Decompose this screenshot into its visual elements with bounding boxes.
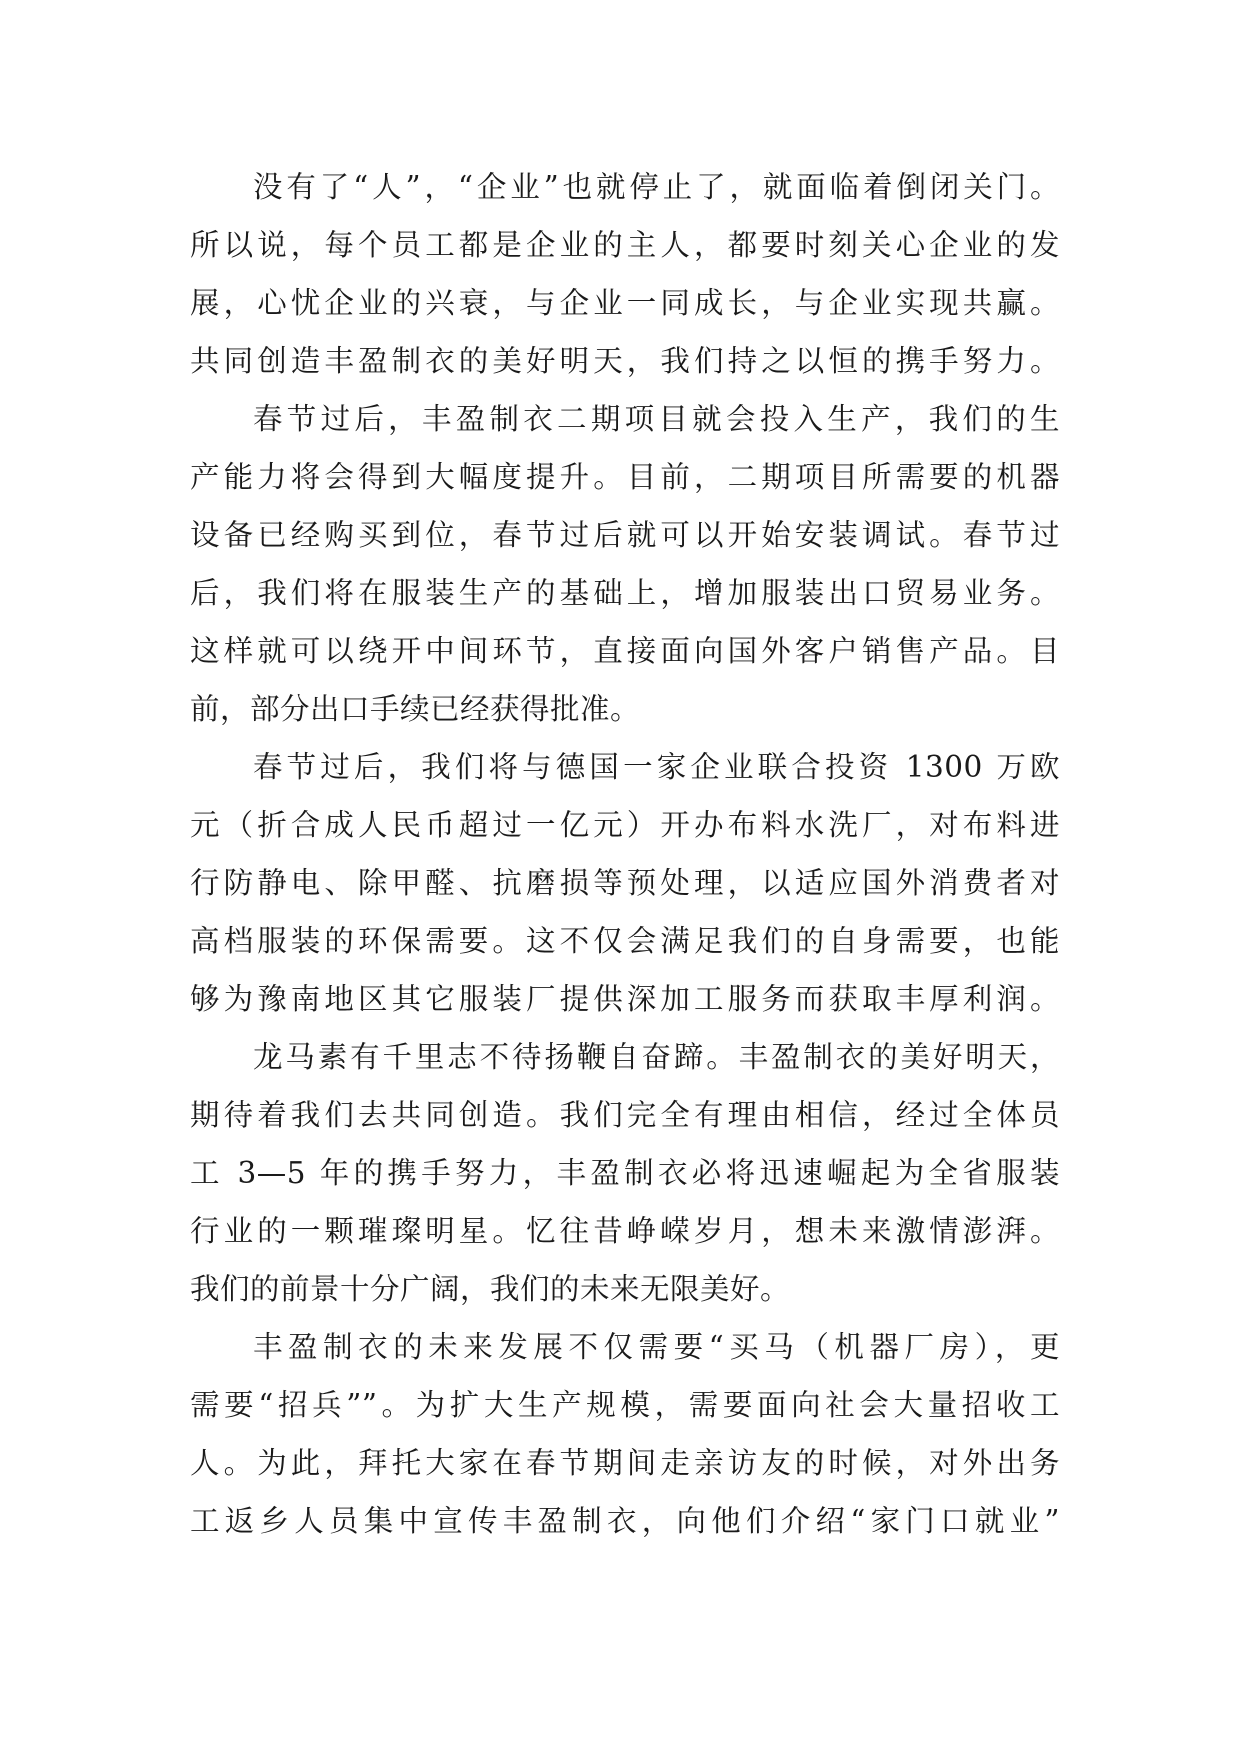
paragraph-line: 期待着我们去共同创造。我们完全有理由相信，经过全体员 [190, 1098, 1060, 1132]
paragraph-line: 后，我们将在服装生产的基础上，增加服装出口贸易业务。 [190, 576, 1060, 610]
paragraph-line: 这样就可以绕开中间环节，直接面向国外客户销售产品。目 [190, 634, 1060, 668]
paragraph-line: 共同创造丰盈制衣的美好明天，我们持之以恒的携手努力。 [190, 344, 1060, 378]
paragraph-line: 展，心忧企业的兴衰，与企业一同成长，与企业实现共赢。 [190, 286, 1060, 320]
paragraph-line: 前，部分出口手续已经获得批准。 [190, 692, 641, 726]
paragraph-line: 所以说，每个员工都是企业的主人，都要时刻关心企业的发 [190, 228, 1060, 262]
paragraph-line: 行业的一颗璀璨明星。忆往昔峥嵘岁月，想未来激情澎湃。 [190, 1214, 1060, 1248]
paragraph-line: 春节过后，我们将与德国一家企业联合投资 1300 万欧 [253, 750, 1060, 784]
paragraph-line: 我们的前景十分广阔，我们的未来无限美好。 [190, 1272, 791, 1306]
paragraph-line: 春节过后，丰盈制衣二期项目就会投入生产，我们的生 [253, 402, 1060, 436]
paragraph-line: 工 3—5 年的携手努力，丰盈制衣必将迅速崛起为全省服装 [190, 1156, 1060, 1190]
paragraph-line: 元（折合成人民币超过一亿元）开办布料水洗厂，对布料进 [190, 808, 1060, 842]
paragraph-line: 丰盈制衣的未来发展不仅需要“买马（机器厂房），更 [253, 1330, 1060, 1364]
paragraph-line: 人。为此，拜托大家在春节期间走亲访友的时候，对外出务 [190, 1446, 1060, 1480]
paragraph-line: 设备已经购买到位，春节过后就可以开始安装调试。春节过 [190, 518, 1060, 552]
document-body [190, 158, 1060, 1550]
paragraph-line: 龙马素有千里志不待扬鞭自奋蹄。丰盈制衣的美好明天， [253, 1040, 1060, 1074]
paragraph-line: 需要“招兵””。为扩大生产规模，需要面向社会大量招收工 [190, 1388, 1060, 1422]
paragraph-line: 高档服装的环保需要。这不仅会满足我们的自身需要，也能 [190, 924, 1060, 958]
paragraph-line: 产能力将会得到大幅度提升。目前，二期项目所需要的机器 [190, 460, 1060, 494]
paragraph-line: 工返乡人员集中宣传丰盈制衣，向他们介绍“家门口就业” [190, 1504, 1060, 1538]
paragraph-line: 没有了“人”，“企业”也就停止了，就面临着倒闭关门。 [253, 170, 1060, 204]
paragraph-line: 够为豫南地区其它服装厂提供深加工服务而获取丰厚利润。 [190, 982, 1060, 1016]
paragraph-line: 行防静电、除甲醛、抗磨损等预处理，以适应国外消费者对 [190, 866, 1060, 900]
